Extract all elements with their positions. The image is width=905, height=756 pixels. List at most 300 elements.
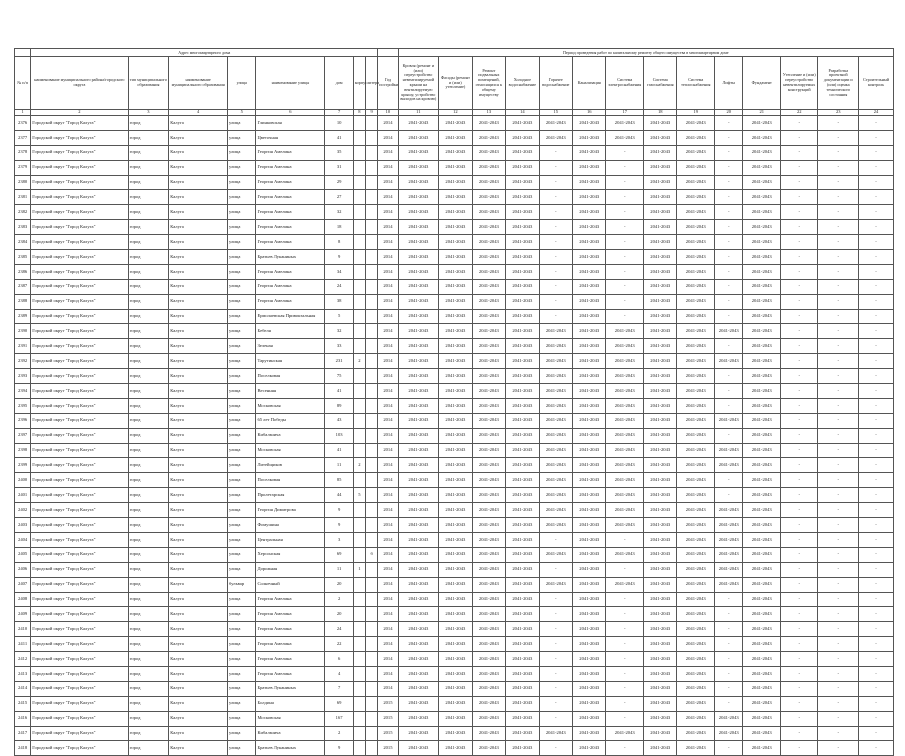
table-cell: 2041-2043 bbox=[398, 116, 439, 131]
table-cell: - bbox=[818, 443, 859, 458]
table-row bbox=[15, 130, 894, 145]
table-cell: - bbox=[818, 428, 859, 443]
table-cell: Братьев Луканиных bbox=[256, 250, 325, 265]
table-cell: 2014 bbox=[378, 562, 398, 577]
table-cell: город bbox=[128, 384, 169, 399]
table-cell: Калуга bbox=[169, 339, 228, 354]
table-cell: 2041-2043 bbox=[715, 443, 743, 458]
table-cell: - bbox=[715, 473, 743, 488]
table-cell: 2041-2043 bbox=[472, 130, 505, 145]
table-cell: Калуга bbox=[169, 205, 228, 220]
table-cell: 2041-2043 bbox=[398, 637, 439, 652]
table-cell: 22 bbox=[325, 637, 353, 652]
table-cell: 2041-2043 bbox=[506, 547, 539, 562]
table-cell: Калуга bbox=[169, 696, 228, 711]
column-header: литера bbox=[366, 57, 378, 110]
table-cell: 2041-2043 bbox=[743, 592, 781, 607]
table-cell bbox=[366, 741, 378, 756]
table-cell: Городской округ "Город Калуга" bbox=[31, 666, 128, 681]
table-cell: Городской округ "Город Калуга" bbox=[31, 220, 128, 235]
table-cell: - bbox=[780, 562, 818, 577]
table-cell: 2041-2043 bbox=[439, 607, 472, 622]
table-cell: 2041-2043 bbox=[644, 160, 677, 175]
table-cell: 2041-2043 bbox=[439, 547, 472, 562]
table-cell: 2014 bbox=[378, 577, 398, 592]
table-cell: Калуга bbox=[169, 577, 228, 592]
table-cell: Калуга bbox=[169, 264, 228, 279]
table-cell: Городской округ "Город Калуга" bbox=[31, 592, 128, 607]
table-cell: Калуга bbox=[169, 547, 228, 562]
table-cell: 2041-2043 bbox=[644, 741, 677, 756]
table-cell: 2041-2043 bbox=[677, 384, 715, 399]
table-cell: 2041-2043 bbox=[472, 354, 505, 369]
table-cell bbox=[353, 160, 365, 175]
table-cell bbox=[366, 369, 378, 384]
table-cell: - bbox=[818, 488, 859, 503]
table-cell: 2014 bbox=[378, 116, 398, 131]
table-cell: - bbox=[539, 637, 572, 652]
table-cell: - bbox=[715, 607, 743, 622]
table-cell bbox=[353, 547, 365, 562]
table-cell: 2041-2043 bbox=[677, 637, 715, 652]
table-cell: - bbox=[606, 175, 644, 190]
table-cell bbox=[366, 130, 378, 145]
table-cell: 2041-2043 bbox=[644, 577, 677, 592]
table-cell: Зеленая bbox=[256, 339, 325, 354]
table-cell: - bbox=[859, 190, 894, 205]
table-cell: город bbox=[128, 741, 169, 756]
table-cell: Георгия Амелина bbox=[256, 592, 325, 607]
table-cell: - bbox=[539, 562, 572, 577]
table-cell: 2041-2043 bbox=[573, 726, 606, 741]
table-cell: 2041-2043 bbox=[506, 190, 539, 205]
table-cell: 2041-2043 bbox=[398, 443, 439, 458]
table-cell: 2041-2043 bbox=[472, 726, 505, 741]
table-cell: город bbox=[128, 235, 169, 250]
table-cell: Братьев Луканиных bbox=[256, 681, 325, 696]
table-cell: 2041-2043 bbox=[539, 577, 572, 592]
table-cell: 2041-2043 bbox=[472, 607, 505, 622]
table-cell: - bbox=[818, 473, 859, 488]
table-cell: Ермолаевская Привокзальная bbox=[256, 309, 325, 324]
table-cell: Георгия Амелина bbox=[256, 607, 325, 622]
table-cell: 2041-2043 bbox=[644, 562, 677, 577]
table-cell: - bbox=[818, 250, 859, 265]
table-cell bbox=[353, 711, 365, 726]
table-cell: 2041-2043 bbox=[539, 324, 572, 339]
table-cell: 2041-2043 bbox=[715, 532, 743, 547]
table-cell: 2041-2043 bbox=[644, 220, 677, 235]
table-cell: 2041-2043 bbox=[539, 443, 572, 458]
table-cell: 2041-2043 bbox=[398, 160, 439, 175]
column-number: 20 bbox=[715, 110, 743, 116]
table-cell: - bbox=[818, 116, 859, 131]
table-cell: 2041-2043 bbox=[644, 264, 677, 279]
table-cell: 2041-2043 bbox=[398, 577, 439, 592]
table-cell: Городской округ "Город Калуга" bbox=[31, 637, 128, 652]
table-cell: улица bbox=[228, 428, 256, 443]
table-cell: - bbox=[859, 264, 894, 279]
table-cell: 2041-2043 bbox=[472, 532, 505, 547]
table-cell: город bbox=[128, 696, 169, 711]
table-cell: - bbox=[780, 518, 818, 533]
table-cell: Городской округ "Город Калуга" bbox=[31, 696, 128, 711]
table-cell: - bbox=[859, 354, 894, 369]
table-cell: Калуга bbox=[169, 413, 228, 428]
table-cell: - bbox=[606, 532, 644, 547]
table-cell: 2041-2043 bbox=[506, 279, 539, 294]
table-cell: 3 bbox=[325, 532, 353, 547]
table-cell: 2041-2043 bbox=[506, 562, 539, 577]
table-cell: - bbox=[780, 190, 818, 205]
table-cell: - bbox=[715, 279, 743, 294]
table-cell: - bbox=[539, 250, 572, 265]
table-cell: 2041-2043 bbox=[539, 130, 572, 145]
table-cell bbox=[366, 294, 378, 309]
table-cell: 2041-2043 bbox=[439, 473, 472, 488]
table-cell: 2041-2043 bbox=[439, 190, 472, 205]
table-cell: 2014 bbox=[378, 413, 398, 428]
table-cell: Городской округ "Город Калуга" bbox=[31, 726, 128, 741]
table-cell: Георгия Амелина bbox=[256, 666, 325, 681]
column-number: 23 bbox=[818, 110, 859, 116]
column-number: 9 bbox=[366, 110, 378, 116]
table-cell: 2041-2043 bbox=[573, 607, 606, 622]
table-cell: - bbox=[780, 726, 818, 741]
table-cell: город bbox=[128, 473, 169, 488]
table-cell: 2041-2043 bbox=[439, 250, 472, 265]
table-cell: 9 bbox=[325, 741, 353, 756]
table-cell: 2404 bbox=[15, 532, 31, 547]
table-cell: улица bbox=[228, 175, 256, 190]
table-cell: 2041-2043 bbox=[677, 547, 715, 562]
table-row bbox=[15, 428, 894, 443]
table-cell: 2041-2043 bbox=[439, 116, 472, 131]
table-cell: 2014 bbox=[378, 264, 398, 279]
table-cell: улица bbox=[228, 607, 256, 622]
table-row bbox=[15, 279, 894, 294]
table-cell: город bbox=[128, 592, 169, 607]
table-cell bbox=[366, 622, 378, 637]
table-cell: 2014 bbox=[378, 473, 398, 488]
table-cell: 2041-2043 bbox=[677, 279, 715, 294]
table-cell: улица bbox=[228, 458, 256, 473]
table-cell: Георгия Амелина bbox=[256, 205, 325, 220]
table-cell: 9 bbox=[325, 503, 353, 518]
table-cell: 2041-2043 bbox=[677, 116, 715, 131]
table-cell: - bbox=[780, 339, 818, 354]
table-cell: Городской округ "Город Калуга" bbox=[31, 160, 128, 175]
table-cell: 75 bbox=[325, 369, 353, 384]
table-cell: Георгия Амелина bbox=[256, 279, 325, 294]
table-cell: - bbox=[859, 235, 894, 250]
table-cell: город bbox=[128, 503, 169, 518]
table-cell: 2041-2043 bbox=[472, 622, 505, 637]
table-cell: Московская bbox=[256, 711, 325, 726]
table-cell bbox=[366, 205, 378, 220]
table-cell: Калуга bbox=[169, 622, 228, 637]
table-cell: 2014 bbox=[378, 592, 398, 607]
table-cell: - bbox=[859, 503, 894, 518]
table-cell bbox=[353, 116, 365, 131]
table-cell: 2041-2043 bbox=[606, 458, 644, 473]
table-cell bbox=[353, 592, 365, 607]
table-cell: 2041-2043 bbox=[677, 458, 715, 473]
table-cell: - bbox=[539, 592, 572, 607]
table-cell: 10 bbox=[325, 116, 353, 131]
table-cell: - bbox=[606, 145, 644, 160]
table-cell: 2041-2043 bbox=[573, 681, 606, 696]
table-cell: 2041-2043 bbox=[743, 145, 781, 160]
table-cell bbox=[353, 369, 365, 384]
table-cell: 2041-2043 bbox=[573, 130, 606, 145]
table-cell: - bbox=[818, 681, 859, 696]
table-cell: 2041-2043 bbox=[573, 652, 606, 667]
table-cell: 2041-2043 bbox=[472, 235, 505, 250]
column-header: Разработка проектной документации и (или) оценка технического состояния bbox=[818, 57, 859, 110]
table-cell: 2417 bbox=[15, 726, 31, 741]
table-cell bbox=[366, 592, 378, 607]
table-cell: 2014 bbox=[378, 160, 398, 175]
table-cell: - bbox=[715, 205, 743, 220]
table-cell: 2041-2043 bbox=[506, 711, 539, 726]
table-cell: Городской округ "Город Калуга" bbox=[31, 145, 128, 160]
table-cell: Калуга bbox=[169, 175, 228, 190]
table-cell: 2041-2043 bbox=[606, 324, 644, 339]
table-cell: 2041-2043 bbox=[472, 116, 505, 131]
table-cell: 2041-2043 bbox=[439, 577, 472, 592]
column-header: наименование муниципального образования bbox=[169, 57, 228, 110]
table-cell: 2041-2043 bbox=[506, 503, 539, 518]
table-cell: 2041-2043 bbox=[472, 711, 505, 726]
table-cell: 2041-2043 bbox=[439, 309, 472, 324]
table-cell: 34 bbox=[325, 264, 353, 279]
table-cell: 2014 bbox=[378, 488, 398, 503]
table-cell: - bbox=[859, 130, 894, 145]
table-cell: город bbox=[128, 666, 169, 681]
table-cell: 2 bbox=[353, 354, 365, 369]
table-cell: - bbox=[859, 652, 894, 667]
table-cell: - bbox=[859, 607, 894, 622]
table-cell bbox=[353, 637, 365, 652]
table-cell: 2014 bbox=[378, 339, 398, 354]
table-cell: 2041-2043 bbox=[573, 711, 606, 726]
table-cell: 2041-2043 bbox=[743, 369, 781, 384]
table-cell: улица bbox=[228, 547, 256, 562]
table-cell: 2041-2043 bbox=[743, 160, 781, 175]
table-cell: 2041-2043 bbox=[398, 607, 439, 622]
table-cell: 2041-2043 bbox=[606, 398, 644, 413]
table-cell: 2041-2043 bbox=[506, 398, 539, 413]
table-cell: улица bbox=[228, 279, 256, 294]
table-cell: 2041-2043 bbox=[573, 637, 606, 652]
table-cell: - bbox=[780, 264, 818, 279]
table-cell bbox=[366, 532, 378, 547]
table-cell: Калуга bbox=[169, 279, 228, 294]
table-cell bbox=[366, 354, 378, 369]
table-row bbox=[15, 264, 894, 279]
table-cell: - bbox=[539, 741, 572, 756]
table-cell: Центральная bbox=[256, 532, 325, 547]
table-cell: Георгия Амелина bbox=[256, 264, 325, 279]
table-cell: Калуга bbox=[169, 488, 228, 503]
table-cell: 2041-2043 bbox=[506, 458, 539, 473]
table-cell: - bbox=[859, 622, 894, 637]
table-cell: - bbox=[780, 160, 818, 175]
table-cell: 2041-2043 bbox=[743, 279, 781, 294]
table-cell: 2041-2043 bbox=[398, 547, 439, 562]
table-cell: улица bbox=[228, 130, 256, 145]
table-cell: 2041-2043 bbox=[573, 547, 606, 562]
table-cell: Пролетарская bbox=[256, 488, 325, 503]
table-cell: 2041-2043 bbox=[573, 398, 606, 413]
table-cell: 103 bbox=[325, 428, 353, 443]
table-cell: 2041-2043 bbox=[472, 503, 505, 518]
table-cell: 2410 bbox=[15, 622, 31, 637]
table-cell: - bbox=[818, 205, 859, 220]
table-cell: 2041-2043 bbox=[715, 577, 743, 592]
table-cell: 2041-2043 bbox=[439, 443, 472, 458]
table-cell: 2041-2043 bbox=[472, 279, 505, 294]
table-cell: - bbox=[859, 160, 894, 175]
table-cell: - bbox=[780, 250, 818, 265]
table-cell: Калуга bbox=[169, 637, 228, 652]
table-cell: Калуга bbox=[169, 309, 228, 324]
table-cell: 2041-2043 bbox=[644, 681, 677, 696]
table-cell bbox=[353, 220, 365, 235]
column-number: 15 bbox=[539, 110, 572, 116]
table-cell: 2041-2043 bbox=[472, 473, 505, 488]
table-cell: 2041-2043 bbox=[644, 532, 677, 547]
table-cell: 2041-2043 bbox=[439, 518, 472, 533]
table-cell: Георгия Димитрова bbox=[256, 503, 325, 518]
table-cell: 2014 bbox=[378, 652, 398, 667]
table-cell: - bbox=[780, 116, 818, 131]
table-cell: 2041-2043 bbox=[439, 294, 472, 309]
column-number: 21 bbox=[743, 110, 781, 116]
table-cell: Городской округ "Город Калуга" bbox=[31, 324, 128, 339]
table-cell: Калуга bbox=[169, 354, 228, 369]
table-cell bbox=[353, 235, 365, 250]
table-cell: 2041-2043 bbox=[539, 428, 572, 443]
table-cell: - bbox=[859, 592, 894, 607]
table-cell: 2041-2043 bbox=[644, 130, 677, 145]
table-cell: 2041-2043 bbox=[677, 562, 715, 577]
table-row bbox=[15, 532, 894, 547]
table-cell: бульвар bbox=[228, 577, 256, 592]
table-cell: - bbox=[715, 309, 743, 324]
table-cell: 2015 bbox=[378, 696, 398, 711]
table-row bbox=[15, 354, 894, 369]
table-cell: Городской округ "Город Калуга" bbox=[31, 175, 128, 190]
table-cell: Городской округ "Город Калуга" bbox=[31, 339, 128, 354]
table-cell: Калуга bbox=[169, 130, 228, 145]
table-cell: Кибальчича bbox=[256, 726, 325, 741]
table-cell: Городской округ "Город Калуга" bbox=[31, 652, 128, 667]
table-cell: Калуга bbox=[169, 235, 228, 250]
table-cell: 2041-2043 bbox=[398, 294, 439, 309]
table-cell: Георгия Амелина bbox=[256, 637, 325, 652]
table-cell: - bbox=[780, 309, 818, 324]
table-cell: 2041-2043 bbox=[539, 458, 572, 473]
table-cell: 2041-2043 bbox=[398, 339, 439, 354]
table-cell: Болдина bbox=[256, 696, 325, 711]
column-header: Система газоснабжения bbox=[644, 57, 677, 110]
table-cell: 2041-2043 bbox=[439, 592, 472, 607]
table-cell: 2041-2043 bbox=[439, 652, 472, 667]
table-cell: 2378 bbox=[15, 145, 31, 160]
column-header: Фасады (ремонт и (или) утепление) bbox=[439, 57, 472, 110]
table-cell: - bbox=[780, 532, 818, 547]
table-cell: 2400 bbox=[15, 473, 31, 488]
table-cell: 2041-2043 bbox=[573, 696, 606, 711]
table-row bbox=[15, 235, 894, 250]
table-cell bbox=[366, 696, 378, 711]
table-cell: Георгия Амелина bbox=[256, 145, 325, 160]
table-cell: - bbox=[859, 145, 894, 160]
table-cell: 2041-2043 bbox=[506, 592, 539, 607]
table-cell: 2041-2043 bbox=[573, 309, 606, 324]
table-cell: 2041-2043 bbox=[472, 443, 505, 458]
table-cell: улица bbox=[228, 652, 256, 667]
table-cell: 4 bbox=[325, 666, 353, 681]
table-cell: - bbox=[859, 428, 894, 443]
table-cell: Городской округ "Город Калуга" bbox=[31, 547, 128, 562]
table-cell: улица bbox=[228, 309, 256, 324]
table-cell: 2041-2043 bbox=[472, 428, 505, 443]
table-cell: город bbox=[128, 518, 169, 533]
table-cell: - bbox=[606, 309, 644, 324]
table-cell: 2041-2043 bbox=[539, 503, 572, 518]
table-cell: 2041-2043 bbox=[644, 205, 677, 220]
table-cell: - bbox=[780, 369, 818, 384]
table-cell: город bbox=[128, 622, 169, 637]
table-cell bbox=[353, 413, 365, 428]
table-cell: 2041-2043 bbox=[506, 205, 539, 220]
table-cell: 32 bbox=[325, 205, 353, 220]
table-cell: 20 bbox=[325, 577, 353, 592]
table-cell: - bbox=[539, 622, 572, 637]
table-cell: 2041-2043 bbox=[677, 503, 715, 518]
table-cell: 2041-2043 bbox=[677, 369, 715, 384]
table-cell: 2041-2043 bbox=[573, 503, 606, 518]
table-cell: - bbox=[859, 562, 894, 577]
table-cell: - bbox=[606, 696, 644, 711]
table-cell: 2041-2043 bbox=[506, 250, 539, 265]
table-cell: - bbox=[859, 458, 894, 473]
table-cell: - bbox=[818, 637, 859, 652]
table-cell: улица bbox=[228, 339, 256, 354]
table-cell bbox=[366, 413, 378, 428]
table-cell: 2014 bbox=[378, 205, 398, 220]
table-cell: Калуга bbox=[169, 726, 228, 741]
table-cell: 2041-2043 bbox=[398, 726, 439, 741]
table-cell: 2041-2043 bbox=[573, 279, 606, 294]
table-cell: Городской округ "Город Калуга" bbox=[31, 130, 128, 145]
table-cell: 2041-2043 bbox=[398, 190, 439, 205]
table-cell: Калуга bbox=[169, 518, 228, 533]
table-cell: - bbox=[780, 384, 818, 399]
table-cell: 41 bbox=[325, 443, 353, 458]
table-cell: 2041-2043 bbox=[472, 592, 505, 607]
table-cell: 2041-2043 bbox=[573, 369, 606, 384]
table-cell: 2041-2043 bbox=[439, 205, 472, 220]
table-cell: - bbox=[606, 235, 644, 250]
table-cell: - bbox=[539, 160, 572, 175]
table-row bbox=[15, 443, 894, 458]
table-cell: 2041-2043 bbox=[398, 696, 439, 711]
table-cell: улица bbox=[228, 354, 256, 369]
